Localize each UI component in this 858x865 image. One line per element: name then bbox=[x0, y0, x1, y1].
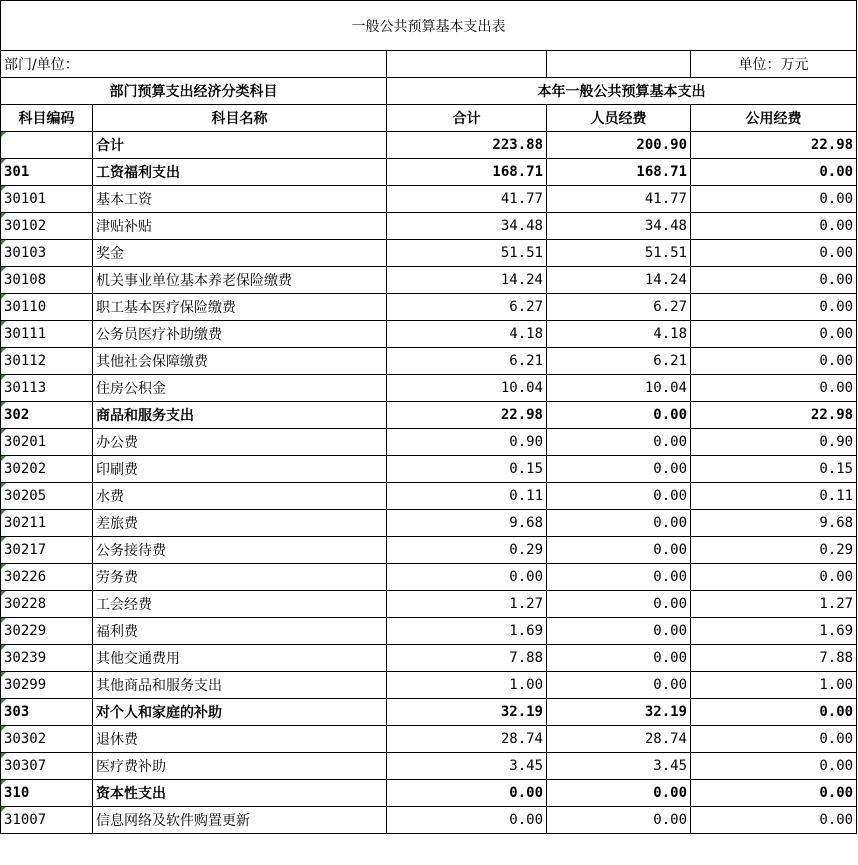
table-row bbox=[1, 321, 857, 348]
row-code-cell: 30112 bbox=[1, 348, 93, 375]
cell-marker-icon bbox=[1, 375, 6, 380]
cell-marker-icon bbox=[1, 780, 6, 785]
row-name-cell: 劳务费 bbox=[93, 564, 387, 591]
row-total-cell: 22.98 bbox=[387, 402, 547, 429]
row-personnel-cell: 34.48 bbox=[547, 213, 691, 240]
row-public-cell: 0.29 bbox=[691, 537, 857, 564]
table-row bbox=[1, 186, 857, 213]
cell-marker-icon bbox=[1, 240, 6, 245]
row-name-cell: 公务接待费 bbox=[93, 537, 387, 564]
row-personnel-cell: 28.74 bbox=[547, 726, 691, 753]
row-total-cell: 1.27 bbox=[387, 591, 547, 618]
row-name-cell: 医疗费补助 bbox=[93, 753, 387, 780]
row-code-cell: 302 bbox=[1, 402, 93, 429]
table-row bbox=[1, 375, 857, 402]
row-name-cell: 信息网络及软件购置更新 bbox=[93, 807, 387, 834]
cell-marker-icon bbox=[1, 645, 6, 650]
title-row bbox=[1, 1, 857, 51]
row-code-cell: 310 bbox=[1, 780, 93, 807]
row-public-cell: 0.00 bbox=[691, 186, 857, 213]
row-name-cell: 基本工资 bbox=[93, 186, 387, 213]
row-public-cell: 0.00 bbox=[691, 294, 857, 321]
row-code-cell: 30103 bbox=[1, 240, 93, 267]
table-row bbox=[1, 807, 857, 834]
row-total-cell: 34.48 bbox=[387, 213, 547, 240]
row-code-cell: 303 bbox=[1, 699, 93, 726]
row-public-cell: 0.00 bbox=[691, 240, 857, 267]
table-row bbox=[1, 402, 857, 429]
row-public-cell: 0.00 bbox=[691, 348, 857, 375]
row-public-cell: 0.00 bbox=[691, 159, 857, 186]
cell-marker-icon bbox=[1, 294, 6, 299]
row-total-cell: 14.24 bbox=[387, 267, 547, 294]
row-public-cell: 0.00 bbox=[691, 267, 857, 294]
table-row bbox=[1, 159, 857, 186]
row-code-cell: 31007 bbox=[1, 807, 93, 834]
row-total-cell: 0.00 bbox=[387, 564, 547, 591]
header-personnel: 人员经费 bbox=[547, 105, 691, 132]
row-personnel-cell: 0.00 bbox=[547, 591, 691, 618]
meta-row bbox=[1, 51, 857, 78]
row-name-cell: 职工基本医疗保险缴费 bbox=[93, 294, 387, 321]
row-personnel-cell: 41.77 bbox=[547, 186, 691, 213]
row-public-cell: 22.98 bbox=[691, 402, 857, 429]
row-public-cell: 7.88 bbox=[691, 645, 857, 672]
row-personnel-cell: 3.45 bbox=[547, 753, 691, 780]
row-total-cell: 0.11 bbox=[387, 483, 547, 510]
header-total: 合计 bbox=[387, 105, 547, 132]
row-total-cell: 0.29 bbox=[387, 537, 547, 564]
table-row bbox=[1, 780, 857, 807]
row-total-cell: 9.68 bbox=[387, 510, 547, 537]
table-row bbox=[1, 267, 857, 294]
cell-marker-icon bbox=[1, 321, 6, 326]
row-public-cell: 0.00 bbox=[691, 780, 857, 807]
row-personnel-cell: 10.04 bbox=[547, 375, 691, 402]
header-public: 公用经费 bbox=[691, 105, 857, 132]
row-personnel-cell: 0.00 bbox=[547, 429, 691, 456]
cell-marker-icon bbox=[1, 726, 6, 731]
group-header-left: 部门预算支出经济分类科目 bbox=[1, 78, 387, 105]
row-name-cell: 工会经费 bbox=[93, 591, 387, 618]
row-total-cell: 28.74 bbox=[387, 726, 547, 753]
row-code-cell: 30111 bbox=[1, 321, 93, 348]
cell-marker-icon bbox=[1, 753, 6, 758]
row-name-cell: 印刷费 bbox=[93, 456, 387, 483]
page-title: 一般公共预算基本支出表 bbox=[1, 1, 857, 51]
table-row bbox=[1, 618, 857, 645]
row-public-cell: 0.00 bbox=[691, 699, 857, 726]
header-name: 科目名称 bbox=[93, 105, 387, 132]
row-name-cell: 福利费 bbox=[93, 618, 387, 645]
table-row bbox=[1, 456, 857, 483]
row-code-cell: 30205 bbox=[1, 483, 93, 510]
cell-marker-icon bbox=[1, 186, 6, 191]
table-row bbox=[1, 645, 857, 672]
row-public-cell: 0.00 bbox=[691, 213, 857, 240]
row-name-cell: 工资福利支出 bbox=[93, 159, 387, 186]
table-row bbox=[1, 699, 857, 726]
table-row bbox=[1, 213, 857, 240]
cell-marker-icon bbox=[1, 537, 6, 542]
row-name-cell: 水费 bbox=[93, 483, 387, 510]
row-name-cell: 退休费 bbox=[93, 726, 387, 753]
row-public-cell: 0.15 bbox=[691, 456, 857, 483]
row-code-cell: 30110 bbox=[1, 294, 93, 321]
row-name-cell: 其他交通费用 bbox=[93, 645, 387, 672]
row-code-cell: 30217 bbox=[1, 537, 93, 564]
row-code-cell: 30307 bbox=[1, 753, 93, 780]
row-public-cell: 0.00 bbox=[691, 726, 857, 753]
row-total-cell: 32.19 bbox=[387, 699, 547, 726]
row-code-cell: 30239 bbox=[1, 645, 93, 672]
row-name-cell: 津贴补贴 bbox=[93, 213, 387, 240]
row-public-cell: 1.27 bbox=[691, 591, 857, 618]
table-row bbox=[1, 564, 857, 591]
table-row bbox=[1, 537, 857, 564]
row-total-cell: 41.77 bbox=[387, 186, 547, 213]
cell-marker-icon bbox=[1, 402, 6, 407]
row-total-cell: 51.51 bbox=[387, 240, 547, 267]
row-name-cell: 住房公积金 bbox=[93, 375, 387, 402]
row-personnel-cell: 0.00 bbox=[547, 807, 691, 834]
row-total-cell: 0.00 bbox=[387, 780, 547, 807]
row-personnel-cell: 32.19 bbox=[547, 699, 691, 726]
row-public-cell: 0.00 bbox=[691, 807, 857, 834]
row-name-cell: 其他社会保障缴费 bbox=[93, 348, 387, 375]
row-total-cell: 1.00 bbox=[387, 672, 547, 699]
row-personnel-cell: 51.51 bbox=[547, 240, 691, 267]
row-total-cell: 6.21 bbox=[387, 348, 547, 375]
total-code-cell bbox=[1, 132, 93, 159]
table-row bbox=[1, 294, 857, 321]
row-personnel-cell: 0.00 bbox=[547, 618, 691, 645]
row-code-cell: 301 bbox=[1, 159, 93, 186]
table-row bbox=[1, 429, 857, 456]
row-code-cell: 30228 bbox=[1, 591, 93, 618]
row-code-cell: 30299 bbox=[1, 672, 93, 699]
row-name-cell: 对个人和家庭的补助 bbox=[93, 699, 387, 726]
row-public-cell: 0.90 bbox=[691, 429, 857, 456]
row-name-cell: 奖金 bbox=[93, 240, 387, 267]
group-header-row bbox=[1, 78, 857, 105]
table-row bbox=[1, 672, 857, 699]
row-personnel-cell: 0.00 bbox=[547, 780, 691, 807]
row-total-cell: 3.45 bbox=[387, 753, 547, 780]
total-name-cell: 合计 bbox=[93, 132, 387, 159]
row-total-cell: 10.04 bbox=[387, 375, 547, 402]
total-personnel-cell: 200.90 bbox=[547, 132, 691, 159]
column-header-row bbox=[1, 105, 857, 132]
row-code-cell: 30108 bbox=[1, 267, 93, 294]
meta-empty-cell bbox=[547, 51, 691, 78]
row-code-cell: 30202 bbox=[1, 456, 93, 483]
row-code-cell: 30101 bbox=[1, 186, 93, 213]
header-code: 科目编码 bbox=[1, 105, 93, 132]
table-row bbox=[1, 726, 857, 753]
row-total-cell: 0.90 bbox=[387, 429, 547, 456]
total-public-cell: 22.98 bbox=[691, 132, 857, 159]
table-row bbox=[1, 591, 857, 618]
cell-marker-icon bbox=[1, 348, 6, 353]
row-name-cell: 资本性支出 bbox=[93, 780, 387, 807]
row-code-cell: 30102 bbox=[1, 213, 93, 240]
row-name-cell: 其他商品和服务支出 bbox=[93, 672, 387, 699]
cell-marker-icon bbox=[1, 456, 6, 461]
cell-marker-icon bbox=[1, 429, 6, 434]
cell-marker-icon bbox=[1, 510, 6, 515]
row-personnel-cell: 14.24 bbox=[547, 267, 691, 294]
row-public-cell: 1.69 bbox=[691, 618, 857, 645]
cell-marker-icon bbox=[1, 483, 6, 488]
total-total-cell: 223.88 bbox=[387, 132, 547, 159]
row-code-cell: 30211 bbox=[1, 510, 93, 537]
meta-empty-cell bbox=[387, 51, 547, 78]
row-public-cell: 0.00 bbox=[691, 564, 857, 591]
row-total-cell: 0.15 bbox=[387, 456, 547, 483]
row-public-cell: 0.11 bbox=[691, 483, 857, 510]
row-code-cell: 30229 bbox=[1, 618, 93, 645]
row-personnel-cell: 0.00 bbox=[547, 402, 691, 429]
row-code-cell: 30113 bbox=[1, 375, 93, 402]
row-total-cell: 4.18 bbox=[387, 321, 547, 348]
row-public-cell: 9.68 bbox=[691, 510, 857, 537]
table-row bbox=[1, 483, 857, 510]
row-total-cell: 6.27 bbox=[387, 294, 547, 321]
row-total-cell: 1.69 bbox=[387, 618, 547, 645]
row-personnel-cell: 0.00 bbox=[547, 456, 691, 483]
table-row bbox=[1, 510, 857, 537]
row-total-cell: 7.88 bbox=[387, 645, 547, 672]
row-public-cell: 0.00 bbox=[691, 321, 857, 348]
dept-label: 部门/单位： bbox=[1, 51, 387, 78]
row-personnel-cell: 0.00 bbox=[547, 645, 691, 672]
cell-marker-icon bbox=[1, 618, 6, 623]
row-name-cell: 商品和服务支出 bbox=[93, 402, 387, 429]
row-personnel-cell: 4.18 bbox=[547, 321, 691, 348]
row-public-cell: 1.00 bbox=[691, 672, 857, 699]
row-code-cell: 30302 bbox=[1, 726, 93, 753]
table-row bbox=[1, 348, 857, 375]
row-personnel-cell: 0.00 bbox=[547, 483, 691, 510]
row-public-cell: 0.00 bbox=[691, 375, 857, 402]
unit-label: 单位：万元 bbox=[691, 51, 857, 78]
cell-marker-icon bbox=[1, 807, 6, 812]
cell-marker-icon bbox=[1, 564, 6, 569]
cell-marker-icon bbox=[1, 591, 6, 596]
row-total-cell: 168.71 bbox=[387, 159, 547, 186]
row-name-cell: 办公费 bbox=[93, 429, 387, 456]
cell-marker-icon bbox=[1, 267, 6, 272]
table-row bbox=[1, 240, 857, 267]
cell-marker-icon bbox=[1, 213, 6, 218]
cell-marker-icon bbox=[1, 699, 6, 704]
row-personnel-cell: 6.21 bbox=[547, 348, 691, 375]
row-code-cell: 30201 bbox=[1, 429, 93, 456]
row-personnel-cell: 6.27 bbox=[547, 294, 691, 321]
total-row bbox=[1, 132, 857, 159]
cell-marker-icon bbox=[1, 159, 6, 164]
group-header-right: 本年一般公共预算基本支出 bbox=[387, 78, 857, 105]
row-name-cell: 公务员医疗补助缴费 bbox=[93, 321, 387, 348]
row-code-cell: 30226 bbox=[1, 564, 93, 591]
row-personnel-cell: 0.00 bbox=[547, 537, 691, 564]
row-name-cell: 机关事业单位基本养老保险缴费 bbox=[93, 267, 387, 294]
table-row bbox=[1, 753, 857, 780]
row-personnel-cell: 0.00 bbox=[547, 510, 691, 537]
row-personnel-cell: 0.00 bbox=[547, 672, 691, 699]
cell-marker-icon bbox=[1, 672, 6, 677]
row-personnel-cell: 168.71 bbox=[547, 159, 691, 186]
row-total-cell: 0.00 bbox=[387, 807, 547, 834]
row-public-cell: 0.00 bbox=[691, 753, 857, 780]
row-personnel-cell: 0.00 bbox=[547, 564, 691, 591]
row-name-cell: 差旅费 bbox=[93, 510, 387, 537]
cell-marker-icon bbox=[1, 132, 6, 137]
